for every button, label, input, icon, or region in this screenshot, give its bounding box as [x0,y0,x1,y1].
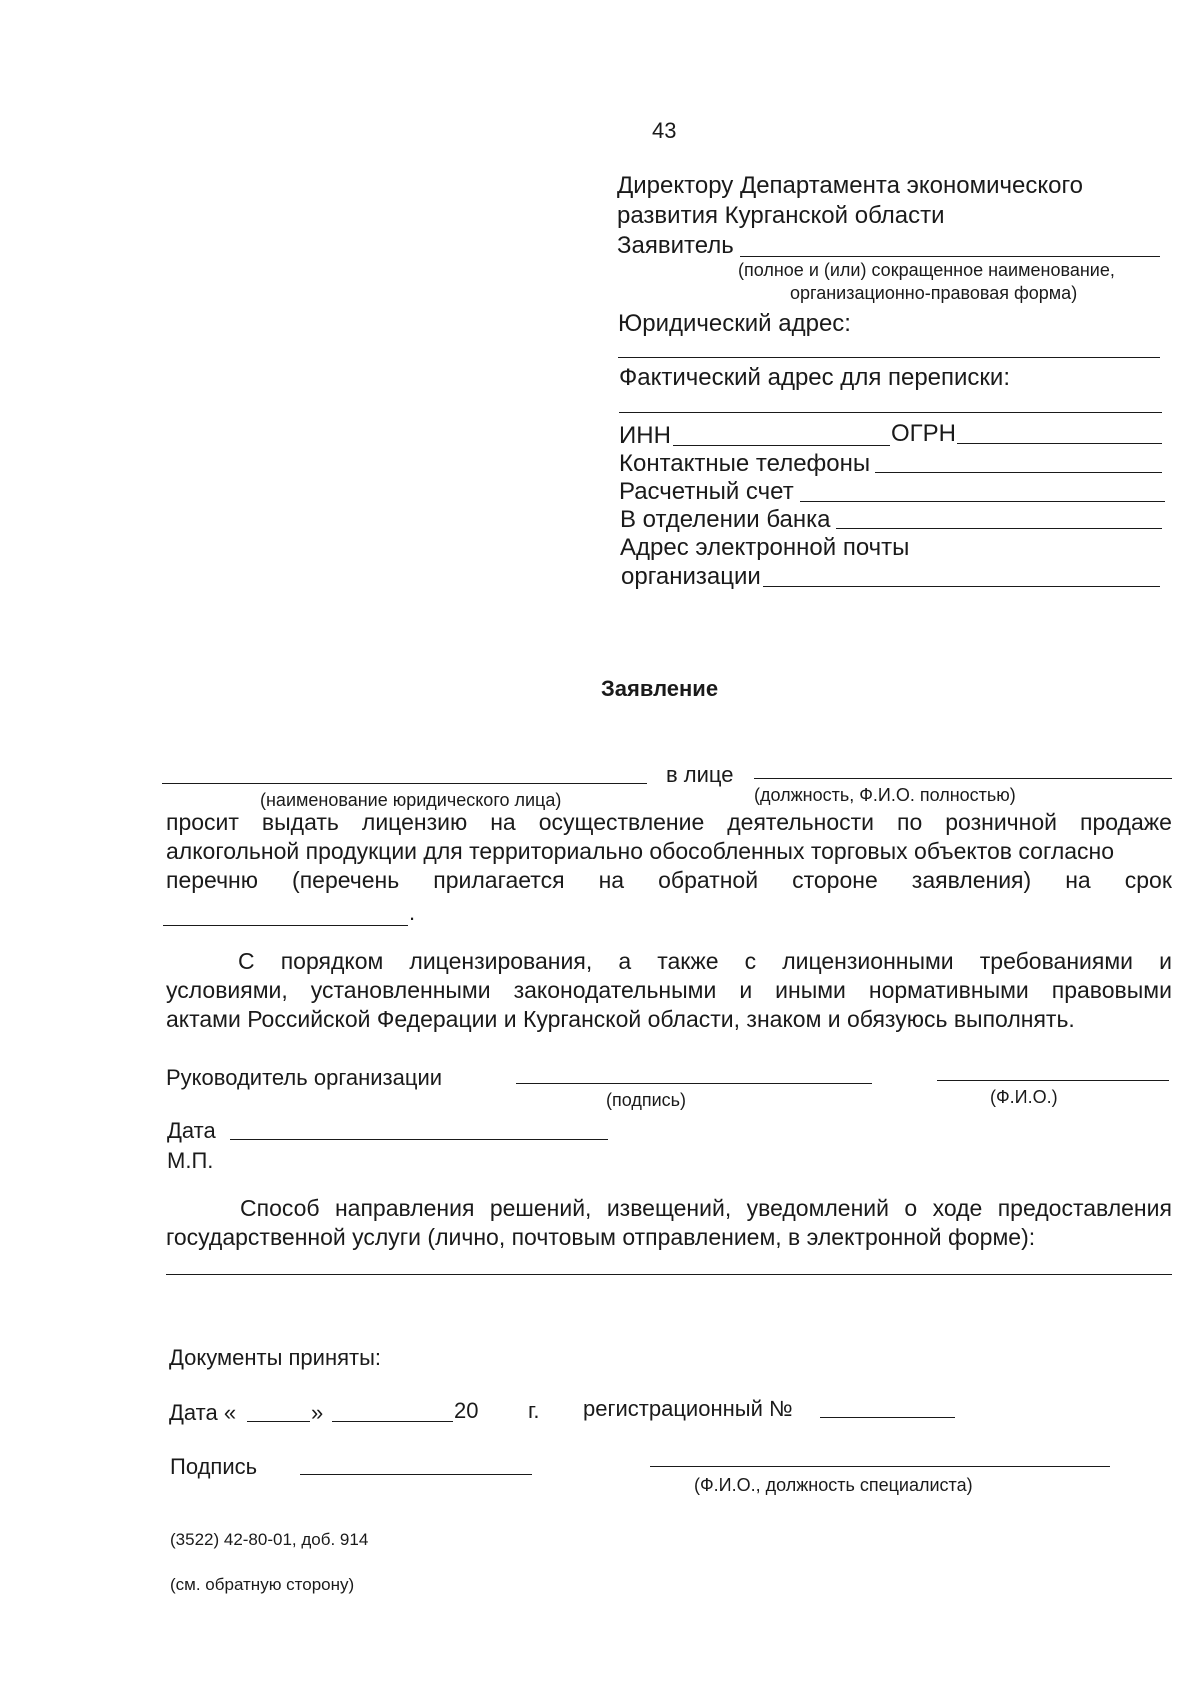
word: направления [334,1195,475,1221]
word: правовыми [1051,977,1172,1003]
inn-label: ИНН [619,422,671,449]
word: законодательными [513,977,717,1003]
reg-number-field[interactable] [820,1417,955,1418]
ogrn-label: ОГРН [891,420,957,447]
word: с [744,948,757,974]
word: решений, [489,1195,592,1221]
email-label-line1: Адрес электронной почты [620,534,910,561]
accepted-date-close: » [311,1400,324,1425]
legal-address-label: Юридический адрес: [618,310,851,337]
word: требованиями [979,948,1134,974]
word: предоставления [997,1195,1172,1221]
accepted-label: Документы приняты: [169,1345,382,1370]
word: и [1159,948,1172,974]
term-end: . [409,900,416,925]
footer-see-reverse: (см. обратную сторону) [170,1575,355,1594]
inn-field[interactable] [673,445,890,446]
word: ходе [932,1195,983,1221]
word: просит [166,809,239,835]
head-name-hint: (Ф.И.О.) [990,1087,1058,1107]
actual-address-label: Фактический адрес для переписки: [619,364,1010,391]
word: розничной [945,809,1058,835]
date-label: Дата [167,1118,216,1143]
accepted-date-label: Дата « [169,1400,237,1425]
specialist-field[interactable] [650,1466,1110,1467]
addressee-line1: Директору Департамента экономического [617,172,1084,199]
word: а [618,948,632,974]
applicant-hint-line2: организационно-правовая форма) [790,283,1078,303]
seal-label: М.П. [167,1148,214,1173]
accepted-year-prefix: 20 [454,1398,479,1423]
request-line2: алкогольной продукции для территориально обособленных торговых объектов согласно [166,838,1115,864]
accepted-signature-field[interactable] [300,1474,532,1475]
word: Способ [240,1195,320,1221]
word: извещений, [606,1195,732,1221]
applicant-field[interactable] [740,256,1160,257]
word: лицензионными [782,948,954,974]
email-label-line2: организации [621,563,761,590]
signature-field[interactable] [516,1083,872,1084]
ogrn-field[interactable] [957,443,1162,444]
word: лицензирования, [409,948,593,974]
word: на [598,867,625,893]
phones-label: Контактные телефоны [619,450,871,477]
word: продаже [1080,809,1172,835]
word: стороне [792,867,878,893]
word: С [238,948,255,974]
applicant-hint-line1: (полное и (или) сокращенное наименование, [738,260,1115,280]
legal-address-field[interactable] [618,357,1160,358]
account-field[interactable] [800,501,1165,502]
acknowledgement-paragraph [166,947,1172,1034]
signature-hint: (подпись) [606,1090,687,1110]
page-number: 43 [652,118,677,143]
word: обратной [658,867,759,893]
word: по [897,809,923,835]
date-field[interactable] [230,1139,608,1140]
word: деятельности [727,809,875,835]
specialist-hint: (Ф.И.О., должность специалиста) [694,1475,973,1495]
addressee-line2: развития Курганской области [617,202,945,229]
entity-name-field[interactable] [162,783,647,784]
delivery-method-line2: государственной услуги (лично, почтовым отправлением, в электронной форме): [166,1224,1036,1250]
person-hint: (должность, Ф.И.О. полностью) [754,785,1016,805]
word: также [657,948,719,974]
actual-address-field[interactable] [619,412,1162,413]
word: условиями, [166,977,288,1003]
reg-number-label: регистрационный № [583,1396,793,1421]
email-field[interactable] [763,586,1160,587]
word: иными [775,977,846,1003]
phones-field[interactable] [875,472,1162,473]
word: заявления) [911,867,1032,893]
accepted-year-suffix: г. [528,1398,540,1423]
delivery-method-line1 [166,1194,1172,1223]
head-name-field[interactable] [937,1080,1169,1081]
bank-label: В отделении банка [620,506,831,533]
request-line1 [166,808,1172,837]
accepted-signature-label: Подпись [170,1454,258,1479]
entity-name-hint: (наименование юридического лица) [260,790,562,810]
accepted-month-field[interactable] [332,1421,453,1422]
account-label: Расчетный счет [619,478,794,505]
word: перечню [166,867,258,893]
acknowledgement-line3: актами Российской Федерации и Курганской области, знаком и обязуюсь выполнять. [166,1006,1075,1032]
word: на [490,809,516,835]
word: и [739,977,753,1003]
footer-phone: (3522) 42-80-01, доб. 914 [170,1530,369,1549]
term-field[interactable] [163,925,408,926]
word: выдать [261,809,339,835]
word: прилагается [433,867,565,893]
word: нормативными [868,977,1029,1003]
request-line3 [166,866,1172,895]
request-paragraph [166,808,1172,895]
in-person-label: в лице [666,762,734,787]
word: порядком [280,948,384,974]
word: установленными [310,977,491,1003]
person-field[interactable] [754,778,1172,779]
word: (перечень [292,867,400,893]
head-label: Руководитель организации [166,1065,443,1090]
applicant-label: Заявитель [617,232,734,259]
word: срок [1124,867,1172,893]
word: уведомлений [746,1195,889,1221]
document-title: Заявление [601,676,719,701]
bank-field[interactable] [836,528,1162,529]
word: лицензию [361,809,468,835]
acknowledgement-line1 [166,947,1172,976]
word: осуществление [538,809,705,835]
word: о [904,1195,918,1221]
delivery-method-paragraph [166,1194,1172,1252]
accepted-day-field[interactable] [247,1421,310,1422]
word: на [1065,867,1091,893]
acknowledgement-line2 [166,976,1172,1005]
delivery-method-field[interactable] [166,1274,1172,1275]
